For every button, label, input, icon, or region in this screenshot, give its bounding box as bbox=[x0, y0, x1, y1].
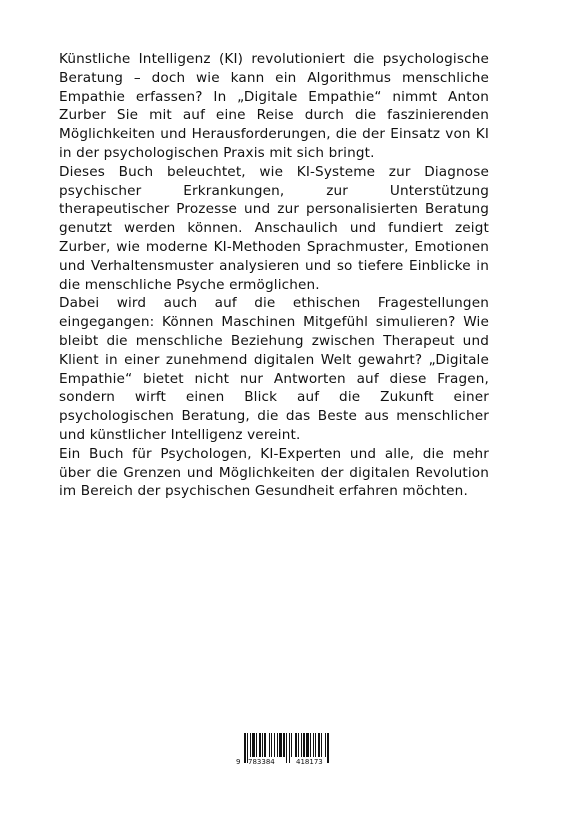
barcode-bar bbox=[259, 733, 261, 757]
barcode-bar bbox=[274, 733, 275, 757]
barcode-bar bbox=[306, 733, 309, 757]
barcode-bar bbox=[318, 733, 320, 757]
barcode-bar bbox=[315, 733, 316, 757]
barcode-bar bbox=[256, 733, 257, 757]
barcode-left-group: 783384 bbox=[248, 758, 275, 766]
barcode-bar bbox=[252, 733, 255, 757]
barcode-bar bbox=[271, 733, 272, 757]
barcode-bar bbox=[313, 733, 314, 757]
barcode-bar bbox=[262, 733, 263, 757]
back-cover-blurb bbox=[59, 50, 489, 501]
blurb-paragraph-4: Ein Buch für Psychologen, KI-Experten und alle, die mehr über die Grenzen und Möglichkeiten der digitalen Revolution im Bereich der psychischen Gesundheit erfahren möchten. bbox=[59, 445, 489, 500]
barcode-bar bbox=[310, 733, 311, 757]
barcode-bar bbox=[291, 733, 292, 757]
barcode-bar bbox=[303, 733, 305, 757]
barcode-right-group: 418173 bbox=[296, 758, 323, 766]
barcode-bar bbox=[250, 733, 251, 757]
blurb-paragraph-3: Dabei wird auch auf die ethischen Fragestellungen eingegangen: Können Maschinen Mitgefühl simulieren? Wie bleibt die menschliche Beziehung zwischen Therapeut und Klient in einer zunehmend digitalen Welt gewahrt? „Digitale Empathie“ bietet nicht nur Antworten auf diese Fragen, sondern wirft einen Blick auf die Zukunft einer psychologischen Beratung, die das Beste aus menschlicher und künstlicher Intelligenz vereint. bbox=[59, 295, 489, 443]
barcode-bar bbox=[283, 733, 285, 757]
barcode-bar bbox=[295, 733, 297, 757]
blurb-paragraph-2: Dieses Buch beleuchtet, wie KI-Systeme zur Diagnose psychischer Erkrankungen, zur Unterstützung therapeutischer Prozesse und zur personalisierten Beratung genutzt werden können. Anschaulich und fundiert zeigt Zurber, wie moderne KI-Methoden Sprachmuster, Emotionen und Verhaltensmuster analysieren und so tiefere Einblicke in die menschliche Psyche ermöglichen. bbox=[59, 163, 489, 293]
barcode-bar bbox=[277, 733, 278, 757]
barcode-bar bbox=[279, 733, 282, 757]
barcode-bar bbox=[269, 733, 270, 757]
barcode-bar bbox=[264, 733, 266, 757]
barcode-bar bbox=[301, 733, 302, 757]
barcode-bar bbox=[298, 733, 299, 757]
barcode-lead-digit: 9 bbox=[236, 758, 241, 766]
barcode-bar bbox=[325, 733, 326, 757]
blurb-paragraph-1: Künstliche Intelligenz (KI) revolutioniert die psychologische Beratung – doch wie kann ein Algorithmus menschliche Empathie erfassen? In „Digitale Empathie“ nimmt Anton Zurber Sie mit auf eine Reise durch die faszinierenden Möglichkeiten und Herausforderungen, die der Einsatz von KI in der psychologischen Praxis mit sich bringt. bbox=[59, 51, 489, 161]
isbn-barcode bbox=[236, 733, 340, 771]
barcode-bar bbox=[321, 733, 322, 757]
barcode-digits bbox=[236, 758, 340, 770]
